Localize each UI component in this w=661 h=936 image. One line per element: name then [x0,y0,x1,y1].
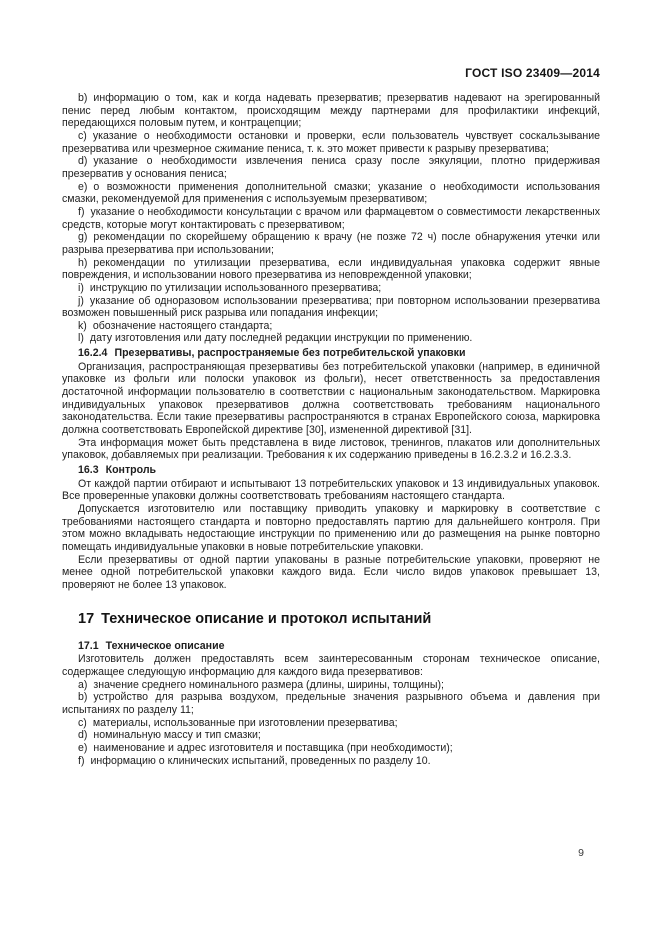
list-item [62,231,600,256]
text: Изготовитель должен предоставлять всем заинтересованным сторонам техническое описание, содержащее следующую информацию для каждого вида презервативов: [62,653,600,678]
list-item-marker: b) [78,691,88,704]
list-item-text: наименование и адрес изготовителя и поставщика (при необходимости); [93,741,453,754]
text: Организация, распространяющая презервативы без потребительской упаковки (например, в единичной упаковке из фольги или полоски упаковок из фольги), несет ответственность за предоставления достаточной информации пользователю в соответствии с национальным законодательством. Маркировка индивидуальных упаковок презервативов должна соответствовать требованиям национального законодательства. Если такие презервативы распространяются в странах Европейского союза, маркировка должна соответствовать Европейской директиве [30], измененной директивой [31]. [62,360,600,437]
paragraph [62,503,600,554]
text: Допускается изготовителю или поставщику приводить упаковку и маркировку в соответствие с требованиями настоящего стандарта и повторно предоставлять партию для дальнейшего контроля. При этом можно вкладывать недостающие инструкции по применению или до размещения на рынке повторно помещать индивидуальные упаковки в новые потребительские упаковки. [62,503,600,553]
list-item-text: инструкцию по утилизации использованного презерватива; [89,281,382,294]
list-item-marker: b) [78,92,88,104]
subsection-heading [62,347,600,360]
paragraph [62,478,600,503]
list-item-text: материалы, использованные при изготовлении презерватива; [92,716,398,729]
list-item-text: номинальную массу и тип смазки; [93,729,261,742]
paragraph [62,554,600,592]
paragraph [62,361,600,437]
subsection-heading [62,640,600,653]
heading-number: 16.3 [78,464,99,477]
list-item [62,295,600,320]
list-item-text: о возможности применения дополнительной смазки; указание о необходимости использования смазки, рекомендуемой для применения с используемым презервативом; [62,180,600,206]
list-item-text: рекомендации по скорейшему обращению к врачу (не позже 72 ч) после обнаружения утечки или разрыва презерватива при использовании; [62,231,600,256]
heading-number: 17 [78,610,95,627]
list-item [62,729,600,742]
heading-number: 16.2.4 [78,347,108,360]
list-item [62,332,600,345]
list-item [62,155,600,180]
list-item-marker: k) [78,319,87,332]
list-item-marker: d) [78,155,88,168]
list-item-text: указание о необходимости остановки и проверки, если пользователь чувствует соскальзывание презерватива или чрезмерное сжимание пениса, т. к. это может привести к разрыву презерватива; [62,129,600,155]
list-item [62,257,600,282]
text: Если презервативы от одной партии упакованы в разные потребительские упаковки, проверяют не менее одной потребительской упаковки каждого вида. Если число видов упаковок превышает 13, проверяют не более 13 упаковок. [62,553,600,591]
list-item-marker: e) [78,741,88,754]
list-item-text: информацию о клинических испытаний, проведенных по разделу 10. [90,754,431,767]
heading-number: 17.1 [78,639,99,652]
page-number: 9 [578,847,584,859]
list-item-marker: f) [78,754,85,767]
list-item-marker: d) [78,729,88,742]
text: Техническое описание [105,639,225,652]
list-item-marker: f) [78,205,85,218]
list-item-text: устройство для разрыва воздухом, предельные значения разрывного объема и давления при испытаниях по разделу 11; [62,691,600,716]
text: Презервативы, распространяемые без потребительской упаковки [114,347,466,360]
text: Контроль [105,464,157,477]
list-item [62,691,600,716]
list-item-text: значение среднего номинального размера (длины, ширины, толщины); [93,678,444,691]
list-item-text: рекомендации по утилизации презерватива, если индивидуальная упаковка содержит явные повреждения, и использовании нового презерватива из неповрежденной упаковки; [62,256,600,282]
list-item [62,717,600,730]
list-item [62,320,600,333]
list-item [62,206,600,231]
list-item-marker: c) [78,129,87,142]
paragraph [62,437,600,462]
list-item-marker: g) [78,231,88,244]
list-item-text: указание о необходимости консультации с врачом или фармацевтом о совместимости лекарственных средств, которые могут контактировать с презервативом; [62,205,600,231]
list-item-text: дату изготовления или дату последней редакции инструкции по применению. [89,332,473,345]
text: Эта информация может быть представлена в виде листовок, тренингов, плакатов или дополнительных упаковок, добавляемых при реализации. Требования к их содержанию приведены в 16.2.3.2 и 16.2.3.3. [62,436,600,462]
list-item-text: указание о необходимости извлечения пениса сразу после эякуляции, плотно придерживая презерватив у основания пениса; [62,155,600,180]
list-item-marker: e) [78,180,88,193]
document-code-header: ГОСТ ISO 23409—2014 [465,66,600,80]
list-item-text: указание об одноразовом использовании презерватива; при повторном использовании презерватива возможен повышенный риск разрыва или попадания инфекции; [62,294,600,320]
section-heading [62,611,600,628]
document-body [62,92,600,767]
list-item-marker: c) [78,716,87,729]
list-item-marker: l) [78,332,84,345]
list-item [62,742,600,755]
paragraph [62,653,600,678]
list-item [62,181,600,206]
subsection-heading [62,464,600,477]
text: От каждой партии отбирают и испытывают 13 потребительских упаковок и 13 индивидуальных упаковок. Все проверенные упаковки должны соответствовать требованиям настоящего стандарта. [62,477,600,503]
text: Техническое описание и протокол испытаний [101,610,432,627]
list-item [62,130,600,155]
list-item [62,679,600,692]
list-item [62,755,600,768]
list-item-marker: h) [78,256,88,269]
list-item-marker: j) [78,294,84,307]
list-item [62,92,600,130]
list-item [62,282,600,295]
list-item-marker: i) [78,281,84,294]
list-item-text: обозначение настоящего стандарта; [92,319,273,332]
list-item-marker: a) [78,678,88,691]
list-item-text: информацию о том, как и когда надевать презерватив; презерватив надевают на эрегированный пенис перед любым контактом, происходящим между партнерами для профилактики инфекций, передающихся половым путем, и контрацепции; [62,92,600,130]
